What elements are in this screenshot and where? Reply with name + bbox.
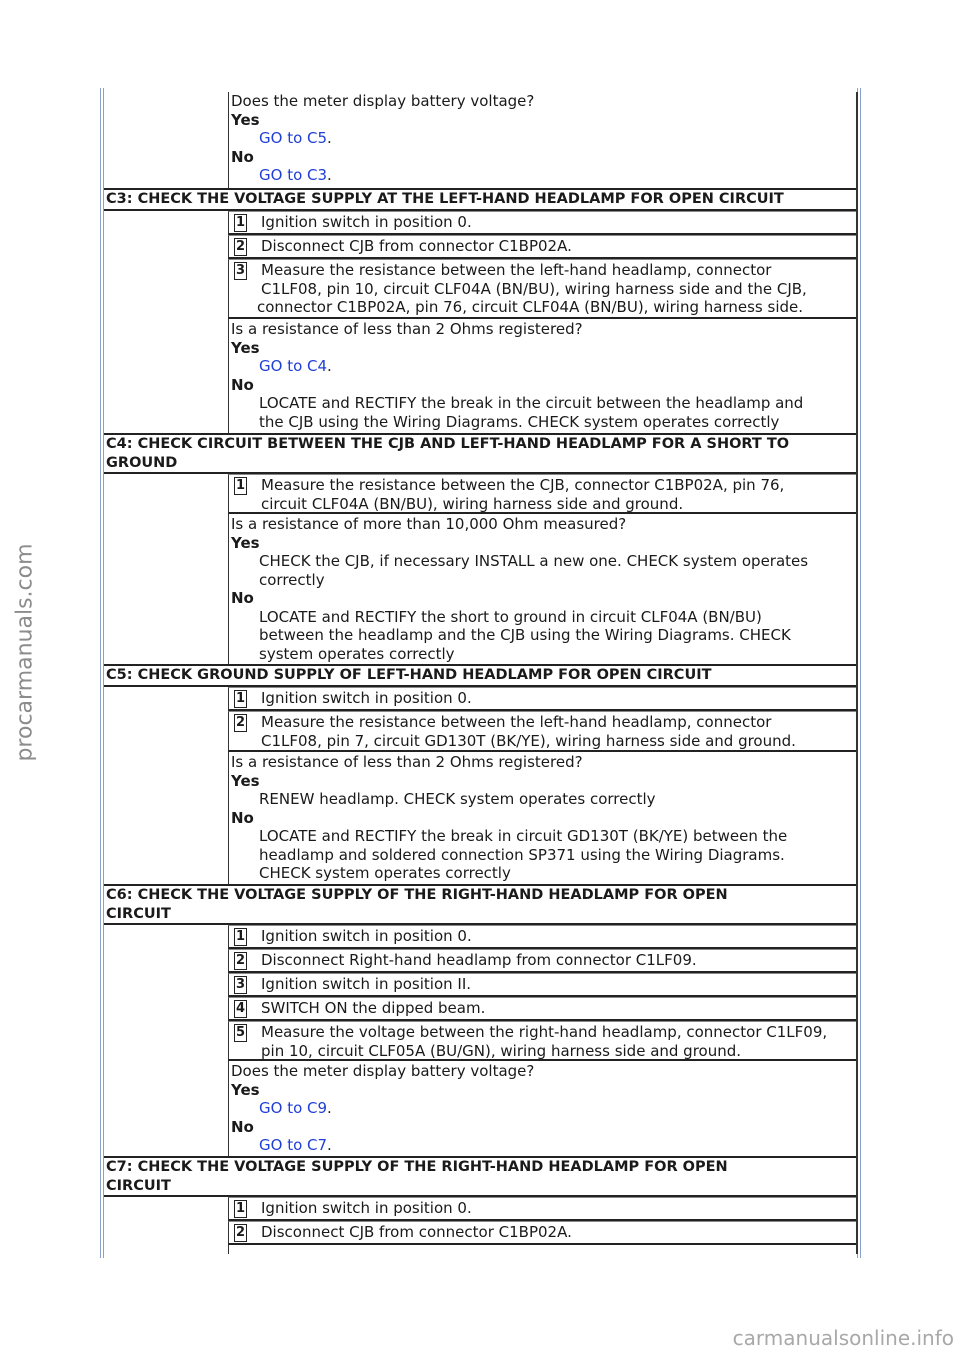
- step-number: 1: [235, 478, 246, 493]
- bottom-watermark: carmanualsonline.info: [732, 1326, 954, 1350]
- step-text: C1LF08, pin 7, circuit GD130T (BK/YE), wiring harness side and ground.: [261, 731, 796, 750]
- c3-result-block: Is a resistance of less than 2 Ohms registered? Yes GO to C4. No LOCATE and RECTIFY the break in the circuit between the headlamp and the CJB using the Wiring Diagrams. CHECK system operates correctly: [228, 319, 856, 433]
- c5-header: C5: CHECK GROUND SUPPLY OF LEFT-HAND HEADLAMP FOR OPEN CIRCUIT: [104, 664, 856, 687]
- yes-action-text: correctly: [259, 570, 325, 589]
- step-number: 2: [235, 953, 246, 968]
- c4-result-block: [228, 514, 856, 664]
- c6-step-1: [228, 925, 856, 949]
- c6-step-5: [228, 1021, 856, 1061]
- c5-result-block: [228, 752, 856, 884]
- c3-step-3: [228, 259, 856, 319]
- no-label: No: [231, 808, 254, 827]
- no-action-text: LOCATE and RECTIFY the break in the circuit between the headlamp and: [259, 394, 804, 412]
- c6-header: [104, 884, 856, 925]
- header-line: C7: CHECK THE VOLTAGE SUPPLY OF THE RIGHT-HAND HEADLAMP FOR OPEN: [106, 1159, 728, 1175]
- step-number: 2: [235, 715, 246, 730]
- left-margin-line: [100, 88, 101, 1258]
- yes-label: Yes: [231, 110, 260, 129]
- step-text: Measure the resistance between the left-hand headlamp, connector: [261, 261, 772, 279]
- step-text: pin 10, circuit CLF05A (BU/GN), wiring harness side and ground.: [261, 1041, 742, 1060]
- side-watermark: procarmanuals.com: [12, 543, 38, 762]
- no-action-text: LOCATE and RECTIFY the short to ground in circuit CLF04A (BN/BU): [259, 607, 762, 626]
- right-margin-line-2: [860, 88, 861, 1258]
- go-to-c3-link[interactable]: GO to C3: [259, 166, 328, 184]
- c4-step-1: [228, 474, 856, 514]
- yes-label: Yes: [231, 1080, 260, 1099]
- question-text: Is a resistance of more than 10,000 Ohm measured?: [231, 515, 627, 533]
- step-text: Disconnect CJB from connector C1BP02A.: [261, 237, 572, 255]
- step-text: Ignition switch in position 0.: [261, 1199, 472, 1217]
- step-number: 4: [235, 1001, 246, 1016]
- question-text: Does the meter display battery voltage?: [231, 1062, 535, 1080]
- top-question-block: Does the meter display battery voltage? Yes GO to C5. No GO to C3.: [228, 92, 856, 188]
- c5-step-2: [228, 711, 856, 752]
- c7-step-2: [228, 1221, 856, 1245]
- yes-action-text: RENEW headlamp. CHECK system operates correctly: [259, 790, 656, 808]
- c5-step-1: [228, 687, 856, 711]
- yes-label: Yes: [231, 533, 260, 552]
- step-number: 1: [235, 215, 246, 230]
- step-text: Disconnect CJB from connector C1BP02A.: [261, 1223, 572, 1241]
- step-text: Ignition switch in position 0.: [261, 689, 472, 707]
- header-line: GROUND: [106, 454, 178, 471]
- no-action-text: headlamp and soldered connection SP371 using the Wiring Diagrams.: [259, 845, 785, 864]
- question-text: Does the meter display battery voltage?: [231, 92, 535, 110]
- step-number: 2: [235, 239, 246, 254]
- yes-label: Yes: [231, 338, 260, 357]
- no-label: No: [231, 1117, 254, 1136]
- step-text: Measure the voltage between the right-hand headlamp, connector C1LF09,: [261, 1023, 828, 1041]
- step-number: 1: [235, 929, 246, 944]
- question-text: Is a resistance of less than 2 Ohms registered?: [231, 320, 583, 338]
- step-number: 3: [235, 263, 246, 278]
- question-text: Is a resistance of less than 2 Ohms registered?: [231, 753, 583, 771]
- no-action-text: the CJB using the Wiring Diagrams. CHECK system operates correctly: [259, 412, 780, 431]
- c6-result-block: Does the meter display battery voltage? Yes GO to C9. No GO to C7.: [228, 1061, 856, 1156]
- step-number: 1: [235, 1201, 246, 1216]
- step-text: Disconnect Right-hand headlamp from connector C1LF09.: [261, 951, 697, 969]
- no-action-text: LOCATE and RECTIFY the break in circuit GD130T (BK/YE) between the: [259, 827, 788, 845]
- header-line: CIRCUIT: [106, 1177, 171, 1194]
- go-to-c4-link[interactable]: GO to C4: [259, 357, 328, 375]
- step-text: connector C1BP02A, pin 76, circuit CLF04A (BN/BU), wiring harness side.: [257, 298, 804, 316]
- c7-step-1: [228, 1197, 856, 1221]
- c6-step-4: [228, 997, 856, 1021]
- step-text: Measure the resistance between the left-hand headlamp, connector: [261, 713, 772, 731]
- step-number: 2: [235, 1225, 246, 1240]
- step-number: 1: [235, 691, 246, 706]
- c7-header: [104, 1156, 856, 1197]
- step-number: 5: [235, 1025, 246, 1040]
- go-to-c7-link[interactable]: GO to C7: [259, 1136, 328, 1154]
- c4-header: [104, 433, 856, 474]
- c3-step-2: [228, 235, 856, 259]
- header-line: C4: CHECK CIRCUIT BETWEEN THE CJB AND LEFT-HAND HEADLAMP FOR A SHORT TO: [106, 436, 790, 452]
- c3-step-1: [228, 211, 856, 235]
- c3-header: C3: CHECK THE VOLTAGE SUPPLY AT THE LEFT-HAND HEADLAMP FOR OPEN CIRCUIT: [104, 188, 856, 211]
- no-action-text: between the headlamp and the CJB using the Wiring Diagrams. CHECK: [259, 626, 791, 644]
- no-label: No: [231, 375, 254, 394]
- yes-action-text: CHECK the CJB, if necessary INSTALL a new one. CHECK system operates: [259, 552, 809, 570]
- no-action-text: CHECK system operates correctly: [259, 864, 511, 882]
- step-text: circuit CLF04A (BN/BU), wiring harness side and ground.: [261, 494, 684, 513]
- step-number: 3: [235, 977, 246, 992]
- step-text: Ignition switch in position 0.: [261, 927, 472, 945]
- step-text: SWITCH ON the dipped beam.: [261, 999, 486, 1017]
- step-text: Measure the resistance between the CJB, connector C1BP02A, pin 76,: [261, 476, 785, 494]
- c6-step-2: [228, 949, 856, 973]
- header-line: CIRCUIT: [106, 905, 171, 922]
- go-to-c5-link[interactable]: GO to C5: [259, 129, 328, 147]
- go-to-c9-link[interactable]: GO to C9: [259, 1099, 328, 1117]
- yes-label: Yes: [231, 771, 260, 790]
- step-text: C1LF08, pin 10, circuit CLF04A (BN/BU), wiring harness side and the CJB,: [261, 279, 807, 298]
- c6-step-3: [228, 973, 856, 997]
- diagnostic-table: [104, 92, 858, 1254]
- step-text: Ignition switch in position 0.: [261, 213, 472, 231]
- c7-continuation: [228, 1245, 856, 1254]
- header-line: C6: CHECK THE VOLTAGE SUPPLY OF THE RIGHT-HAND HEADLAMP FOR OPEN: [106, 887, 728, 903]
- no-label: No: [231, 147, 254, 166]
- no-label: No: [231, 589, 254, 607]
- step-text: Ignition switch in position II.: [261, 975, 472, 993]
- no-action-text: system operates correctly: [259, 644, 455, 663]
